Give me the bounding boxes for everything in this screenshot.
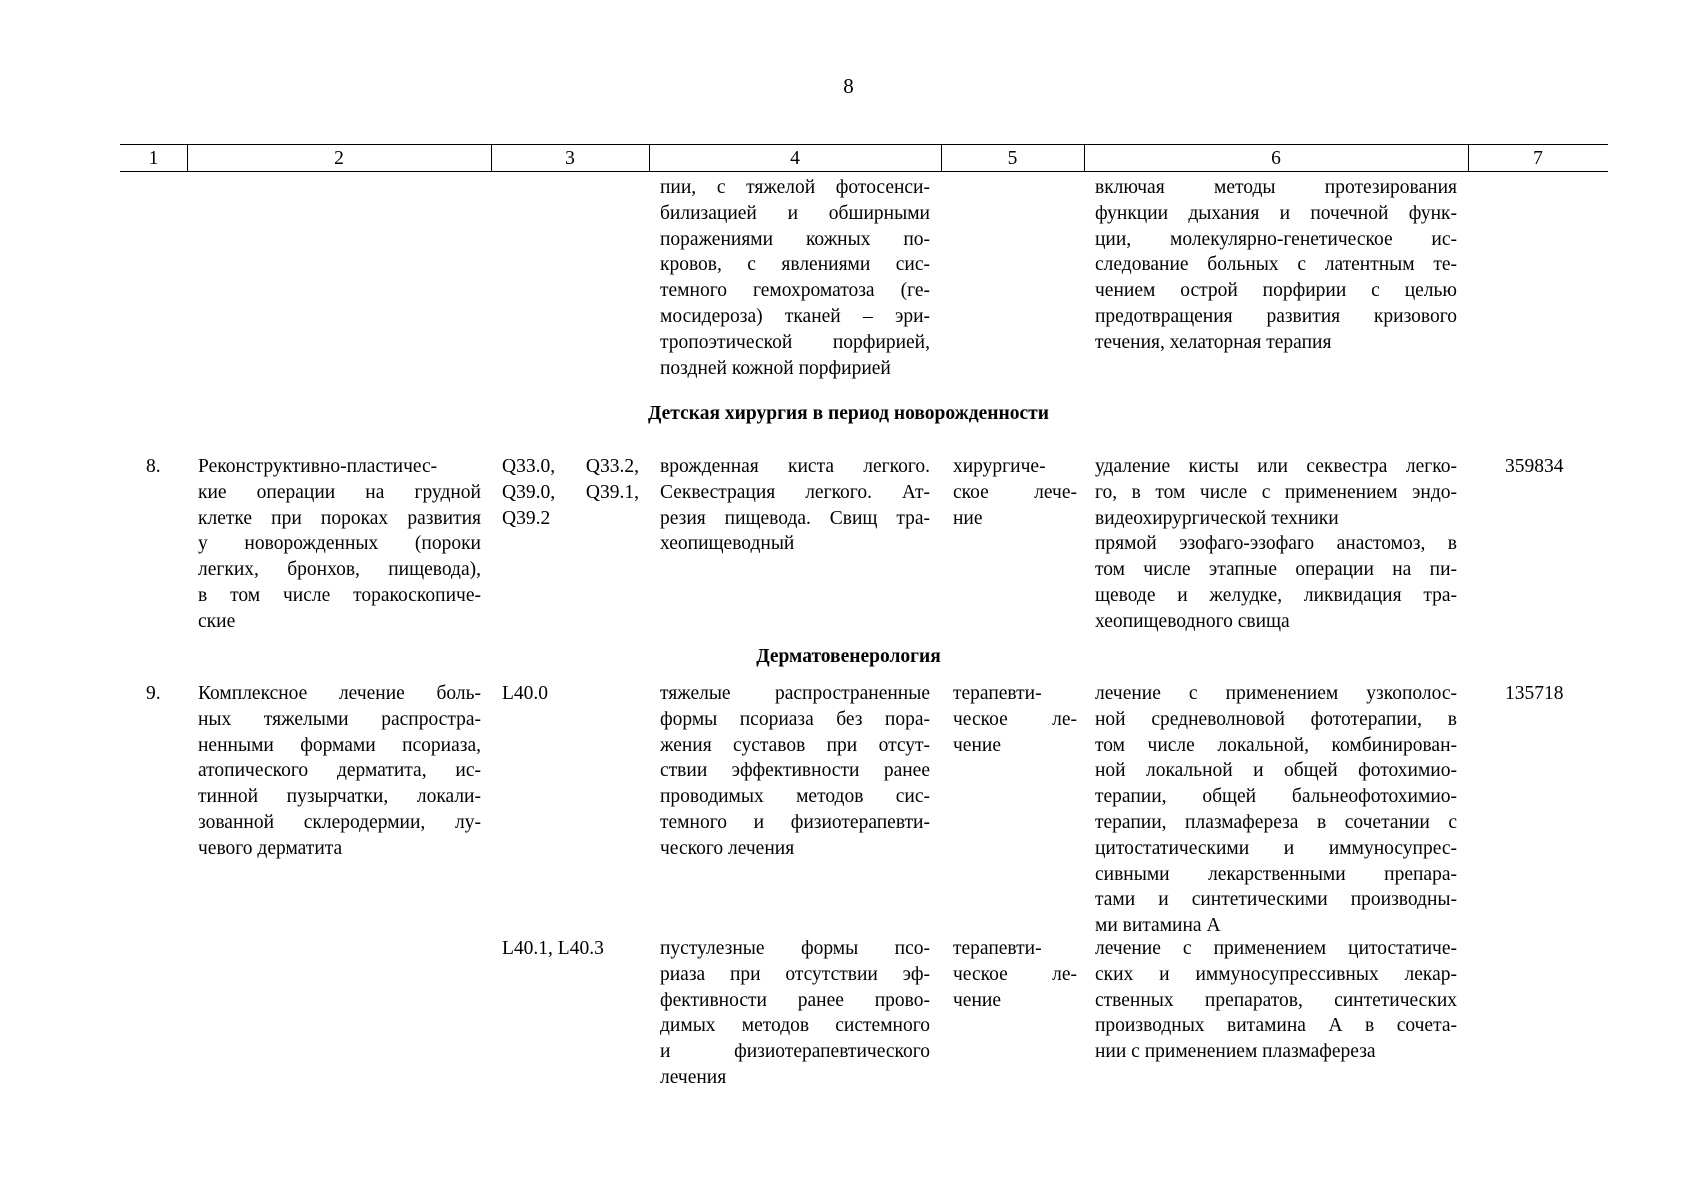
text-line: ческое ле-: [953, 708, 1077, 730]
row-codes: [502, 936, 639, 962]
text-line: темного и физиотерапевти-: [660, 811, 930, 833]
text-line: хеопищеводный: [660, 533, 795, 555]
text-line: жения суставов при отсут-: [660, 734, 930, 756]
row-model: [660, 681, 930, 862]
text-line: том числе этапные операции на пи-: [1095, 559, 1457, 581]
text-line: и физиотерапевтического: [660, 1041, 930, 1063]
text-line: димых методов системного: [660, 1015, 930, 1037]
text-line: Q33.0, Q33.2,: [502, 456, 639, 477]
row-name: [198, 454, 481, 635]
text-line: чевого дерматита: [198, 837, 343, 859]
text-line: ственных препаратов, синтетических: [1095, 989, 1457, 1011]
text-line: тропоэтической порфирией,: [660, 331, 930, 353]
continuation-col6: [1095, 175, 1457, 356]
text-line: поражениями кожных по-: [660, 228, 930, 250]
text-line: ных тяжелыми распростра-: [198, 708, 481, 730]
text-line: лечения: [660, 1066, 727, 1088]
header-col-2: 2: [334, 148, 344, 169]
text-line: резия пищевода. Свищ тра-: [660, 507, 930, 529]
page-number: 8: [843, 74, 854, 98]
text-line: поздней кожной порфирией: [660, 357, 891, 379]
text-line: зованной склеродермии, лу-: [198, 811, 481, 833]
continuation-col4: [660, 175, 930, 381]
row-treatment-type: [953, 681, 1077, 758]
text-line: тами и синтетическими производны-: [1095, 889, 1457, 911]
text-line: чением острой порфирии с целью: [1095, 280, 1457, 302]
text-line: L40.1, L40.3: [502, 938, 604, 959]
text-line: удаление кисты или секвестра легко-: [1095, 456, 1457, 477]
row-model: [660, 454, 930, 557]
row-method: [1095, 454, 1457, 635]
text-line: функции дыхания и почечной функ-: [1095, 202, 1457, 224]
text-line: следование больных с латентным те-: [1095, 254, 1457, 276]
text-line: ствии эффективности ранее: [660, 760, 930, 782]
text-line: билизацией и обширными: [660, 202, 930, 224]
text-line: ми витамина А: [1095, 915, 1221, 937]
text-line: видеохирургической техники: [1095, 507, 1339, 529]
row-method: [1095, 681, 1457, 939]
text-line: ские: [198, 610, 236, 632]
text-line: проводимых методов сис-: [660, 786, 930, 808]
text-line: чение: [953, 734, 1001, 756]
text-line: пии, с тяжелой фотосенси-: [660, 177, 930, 198]
text-line: Секвестрация легкого. Ат-: [660, 481, 930, 503]
text-line: терапевти-: [953, 938, 1042, 959]
section-title: Детская хирургия в период новорожденности: [648, 403, 1049, 424]
row-model: [660, 936, 930, 1091]
text-line: ческое ле-: [953, 963, 1077, 985]
row-codes: [502, 681, 639, 707]
row-number: 8.: [146, 456, 161, 477]
text-line: легких, бронхов, пищевода),: [198, 559, 481, 581]
text-line: клетке при пороках развития: [198, 507, 481, 529]
text-line: прямой эзофаго-эзофаго анастомоз, в: [1095, 533, 1457, 555]
text-line: лечение с применением узкополос-: [1095, 683, 1457, 704]
text-line: Q39.2: [502, 507, 551, 529]
row-name: [198, 681, 481, 862]
text-line: ское лече-: [953, 481, 1077, 503]
text-line: ной средневолновой фототерапии, в: [1095, 708, 1457, 730]
row-treatment-type: [953, 454, 1077, 531]
text-line: формы псориаза без пора-: [660, 708, 930, 730]
text-line: атопического дерматита, ис-: [198, 760, 481, 782]
text-line: лечение с применением цитостатиче-: [1095, 938, 1457, 959]
header-col-5: 5: [1007, 148, 1018, 169]
text-line: кровов, с явлениями сис-: [660, 254, 930, 276]
text-line: том числе локальной, комбинирован-: [1095, 734, 1457, 756]
header-col-7: 7: [1533, 148, 1543, 169]
text-line: цитостатическими и иммуносупрес-: [1095, 837, 1457, 859]
text-line: риаза при отсутствии эф-: [660, 963, 930, 985]
text-line: у новорожденных (пороки: [198, 533, 481, 555]
row-cost: 359834: [1505, 456, 1564, 477]
text-line: сивными лекарственными препара-: [1095, 863, 1457, 885]
text-line: хирургиче-: [953, 456, 1046, 477]
header-top-rule: [120, 144, 1608, 145]
text-line: мосидероза) тканей – эри-: [660, 305, 930, 327]
text-line: ческого лечения: [660, 837, 795, 859]
row-cost: 135718: [1505, 683, 1564, 704]
text-line: Комплексное лечение боль-: [198, 683, 481, 704]
text-line: врожденная киста легкого.: [660, 456, 930, 477]
header-col-3: 3: [565, 148, 575, 169]
text-line: щеводе и желудке, ликвидация тра-: [1095, 584, 1457, 606]
text-line: тинной пузырчатки, локали-: [198, 786, 481, 808]
header-col-1: 1: [148, 148, 159, 169]
text-line: терапии, общей бальнеофотохимио-: [1095, 786, 1457, 808]
text-line: включая методы протезирования: [1095, 177, 1457, 198]
text-line: тяжелые распространенные: [660, 683, 930, 704]
text-line: ции, молекулярно-генетическое ис-: [1095, 228, 1457, 250]
text-line: ских и иммуносупрессивных лекар-: [1095, 963, 1457, 985]
text-line: го, в том числе с применением эндо-: [1095, 481, 1457, 503]
text-line: в том числе торакоскопиче-: [198, 584, 481, 606]
header-col-4: 4: [790, 148, 800, 169]
text-line: пустулезные формы псо-: [660, 938, 930, 959]
text-line: хеопищеводного свища: [1095, 610, 1290, 632]
header-bottom-rule: [120, 171, 1608, 172]
header-col-6: 6: [1271, 148, 1281, 169]
text-line: течения, хелаторная терапия: [1095, 331, 1332, 353]
text-line: чение: [953, 989, 1001, 1011]
text-line: ненными формами псориаза,: [198, 734, 481, 756]
row-treatment-type: [953, 936, 1077, 1013]
text-line: предотвращения развития кризового: [1095, 305, 1457, 327]
section-title: Дерматовенерология: [756, 646, 941, 667]
text-line: фективности ранее прово-: [660, 989, 930, 1011]
text-line: кие операции на грудной: [198, 481, 481, 503]
text-line: терапии, плазмафереза в сочетании с: [1095, 811, 1457, 833]
row-codes: [502, 454, 639, 531]
text-line: терапевти-: [953, 683, 1042, 704]
row-number: 9.: [146, 683, 161, 704]
text-line: ной локальной и общей фотохимио-: [1095, 760, 1457, 782]
text-line: ние: [953, 507, 983, 529]
text-line: L40.0: [502, 683, 549, 704]
row-method: [1095, 936, 1457, 1065]
text-line: Q39.0, Q39.1,: [502, 481, 639, 503]
text-line: Реконструктивно-пластичес-: [198, 456, 438, 477]
text-line: нии с применением плазмафереза: [1095, 1041, 1376, 1063]
text-line: производных витамина А в сочета-: [1095, 1015, 1457, 1037]
text-line: темного гемохроматоза (ге-: [660, 280, 930, 302]
